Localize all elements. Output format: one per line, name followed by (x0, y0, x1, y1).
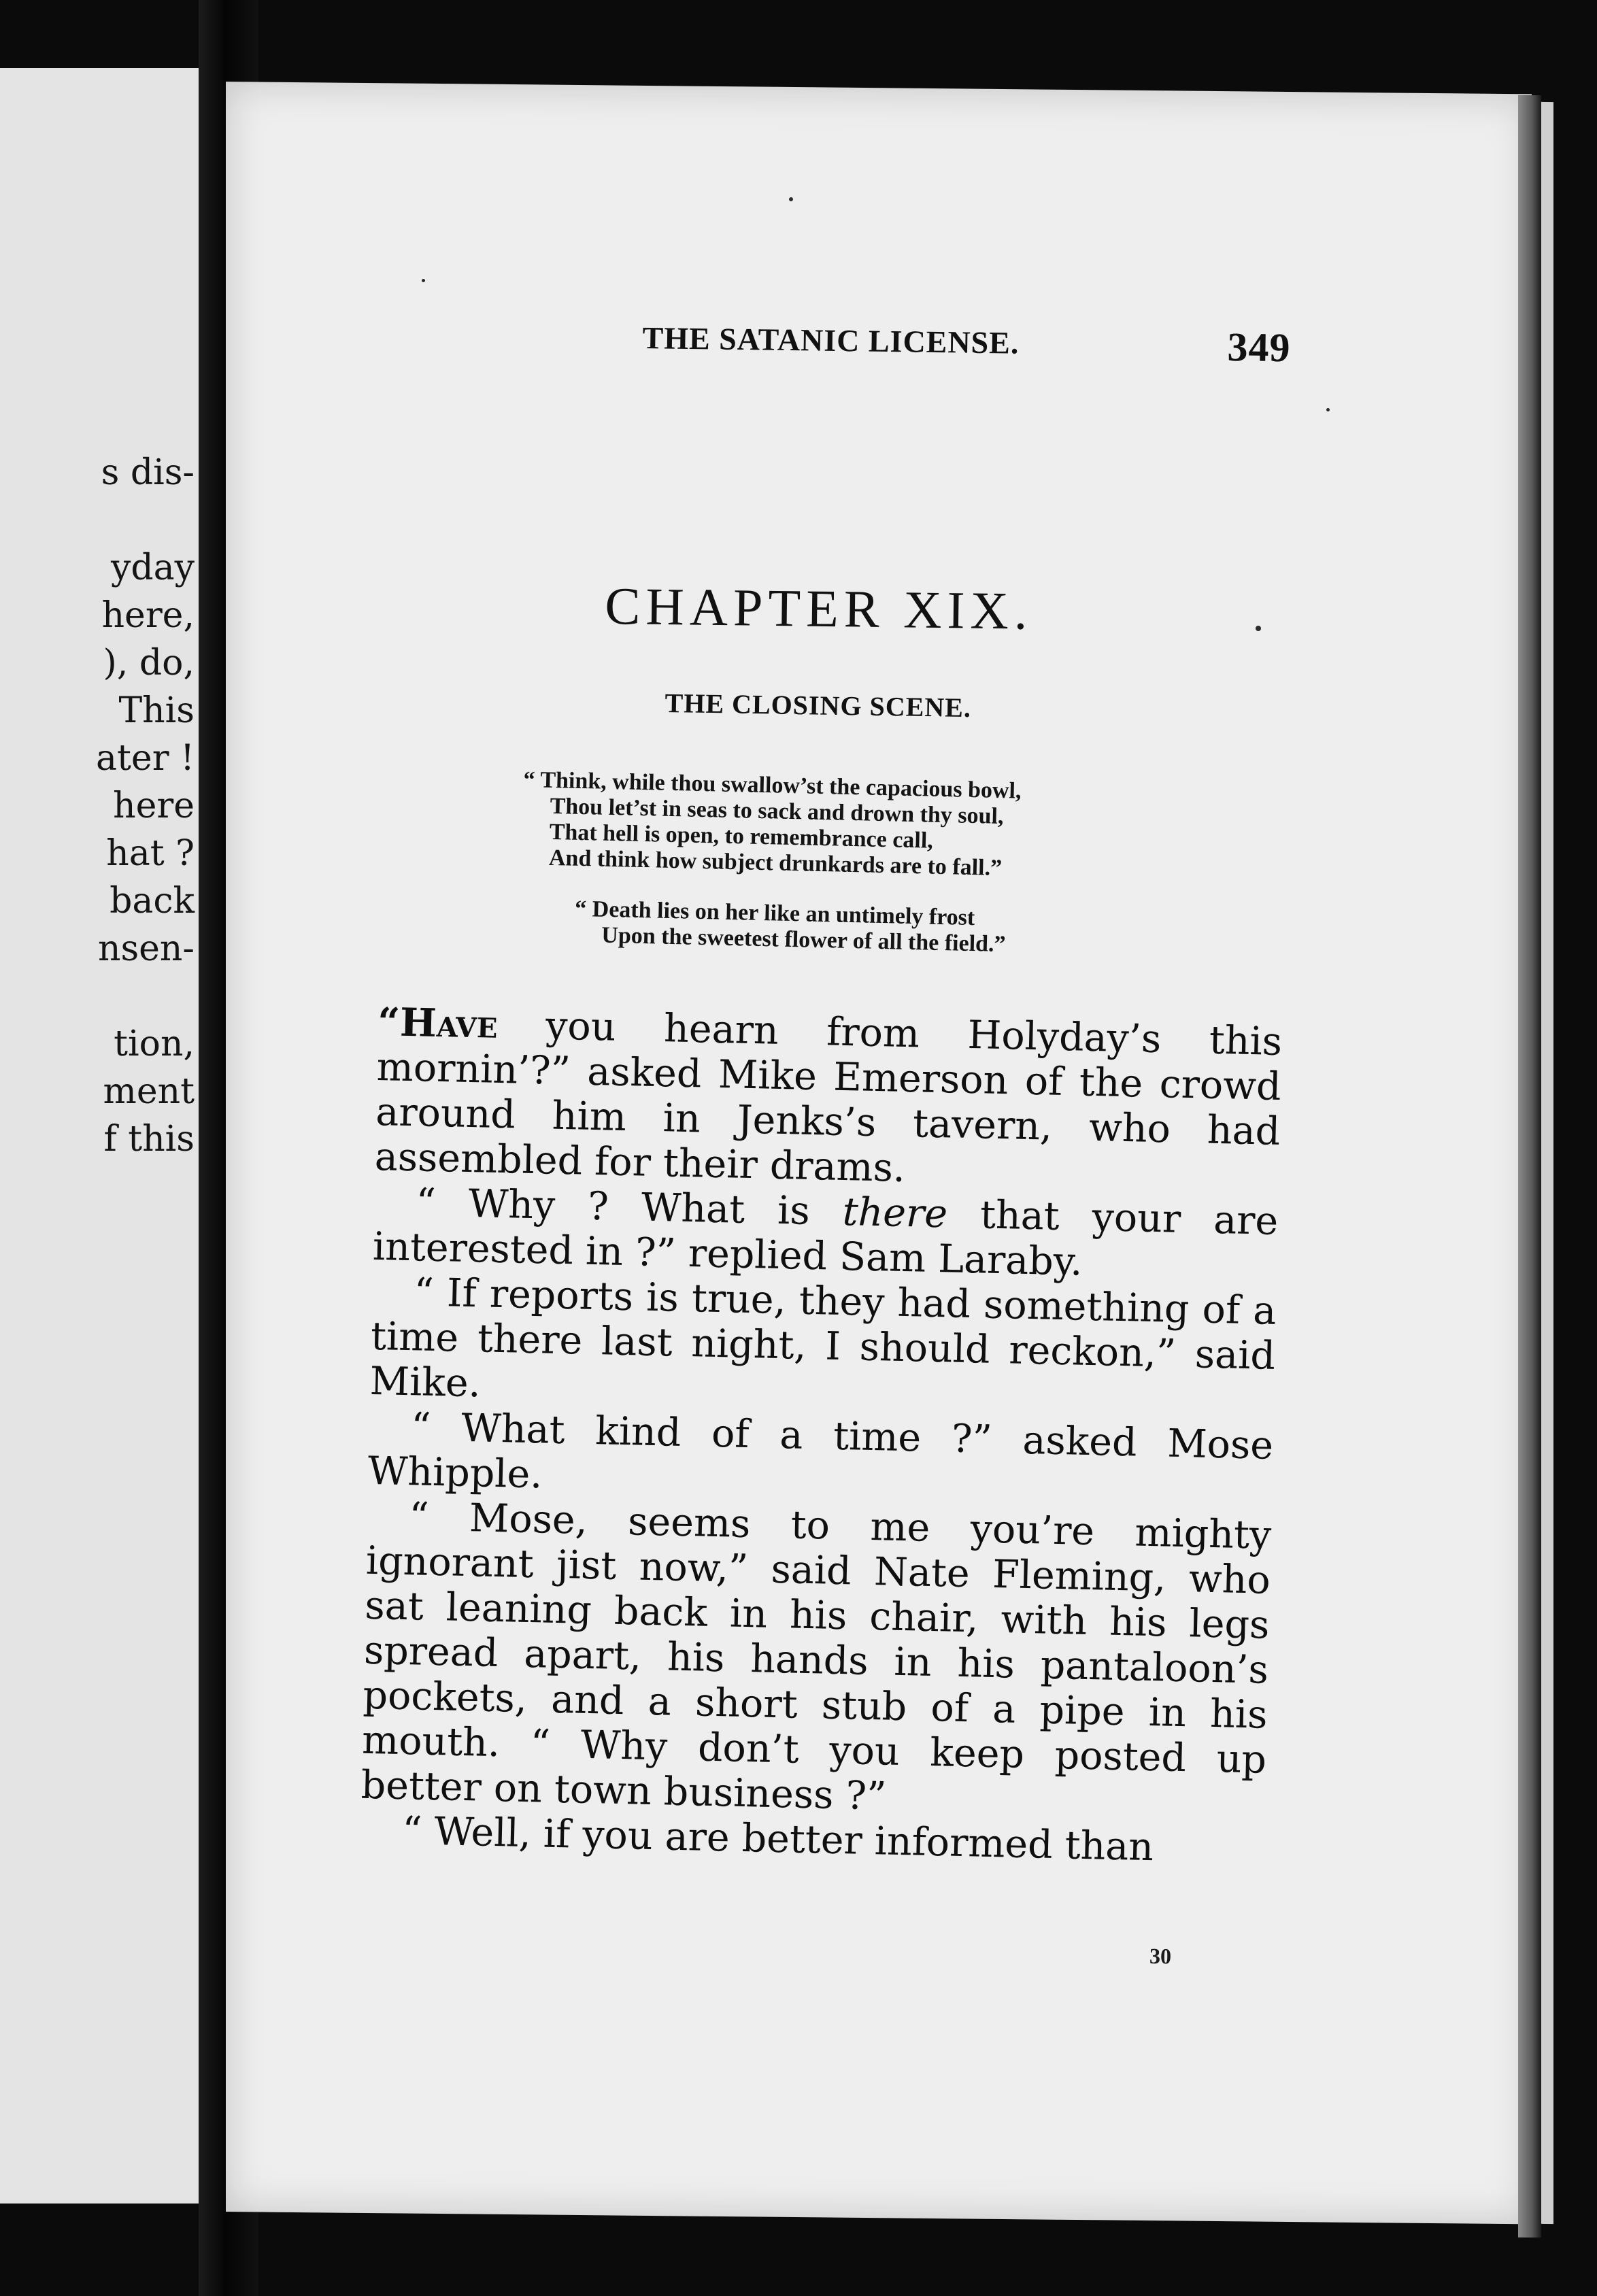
epigraph-line: Thou let’st in seas to sack and drown thy soul, (550, 793, 1004, 830)
left-page-line: hat ? (106, 833, 195, 874)
left-page-line: back (110, 881, 195, 922)
left-page-line: yday (110, 547, 195, 588)
page-number: 349 (1227, 324, 1291, 371)
chapter-title: CHAPTER XIX. (604, 575, 1033, 641)
left-page-line: f this (103, 1119, 195, 1160)
left-page-line: here (113, 786, 195, 826)
epigraph-line: Upon the sweetest flower of all the field.” (601, 922, 1006, 958)
emphasis-text: there (842, 1189, 948, 1237)
left-page-line: s dis- (101, 452, 195, 493)
epigraph-line: “ Death lies on her like an untimely frost (574, 896, 975, 931)
scan-speck (422, 279, 425, 282)
paragraph: “ If reports is true, they had something of a time there last night, I should reckon,” said Mike. (369, 1270, 1277, 1406)
left-page-line: here, (101, 595, 195, 636)
left-page-line: tion, (114, 1024, 195, 1064)
epigraph-line: And think how subject drunkards are to fall.” (548, 845, 1003, 881)
paragraph: “ Well, if you are better informed than (401, 1808, 1154, 1870)
chapter-subtitle: THE CLOSING SCENE. (665, 687, 972, 724)
epigraph-line: That hell is open, to remembrance call, (549, 819, 934, 854)
paragraph (374, 1000, 1282, 1199)
paragraph-text: “ Why ? What is (415, 1180, 843, 1234)
page-edge-outer (1541, 102, 1553, 2224)
epigraph (520, 767, 1272, 964)
left-page-line: nsen- (97, 928, 195, 969)
paragraph: “ What kind of a time ?” asked Mose Whipple. (367, 1404, 1274, 1498)
left-page-line: This (118, 690, 195, 731)
paragraph: “ Mose, seems to me you’re mighty ignorant jist now,” said Nate Fleming, who sat leaning back in his chair, with his legs spread apart, his hands in his pantaloon’s pockets, and a short stub of a pipe in his mouth. “ Why don’t you keep posted up better on town business ?” (360, 1494, 1272, 1819)
left-page-line: ment (103, 1071, 195, 1112)
paragraph-text: you hearn from Holyday’s this mornin’?” asked Mike Emerson of the crowd around him in Jenks’s tavern, who had assembled for their drams. (374, 1002, 1283, 1191)
scan-speck (789, 197, 793, 201)
facing-page-left (0, 68, 199, 2204)
left-page-line: ater ! (96, 738, 195, 779)
signature-mark: 30 (1149, 1943, 1172, 1969)
body-text (360, 1000, 1283, 1872)
left-page-line: ), do, (103, 643, 195, 683)
epigraph-line: “ Think, while thou swallow’st the capacious bowl, (523, 767, 1022, 804)
opening-word: “Have (377, 999, 499, 1047)
page-edge (1518, 95, 1541, 2238)
scan-speck (1256, 626, 1261, 631)
running-head-title: THE SATANIC LICENSE. (642, 320, 1020, 360)
scan-speck (1326, 408, 1330, 411)
paragraph-text: that your are interested in ?” replied Sam Laraby. (372, 1192, 1279, 1285)
